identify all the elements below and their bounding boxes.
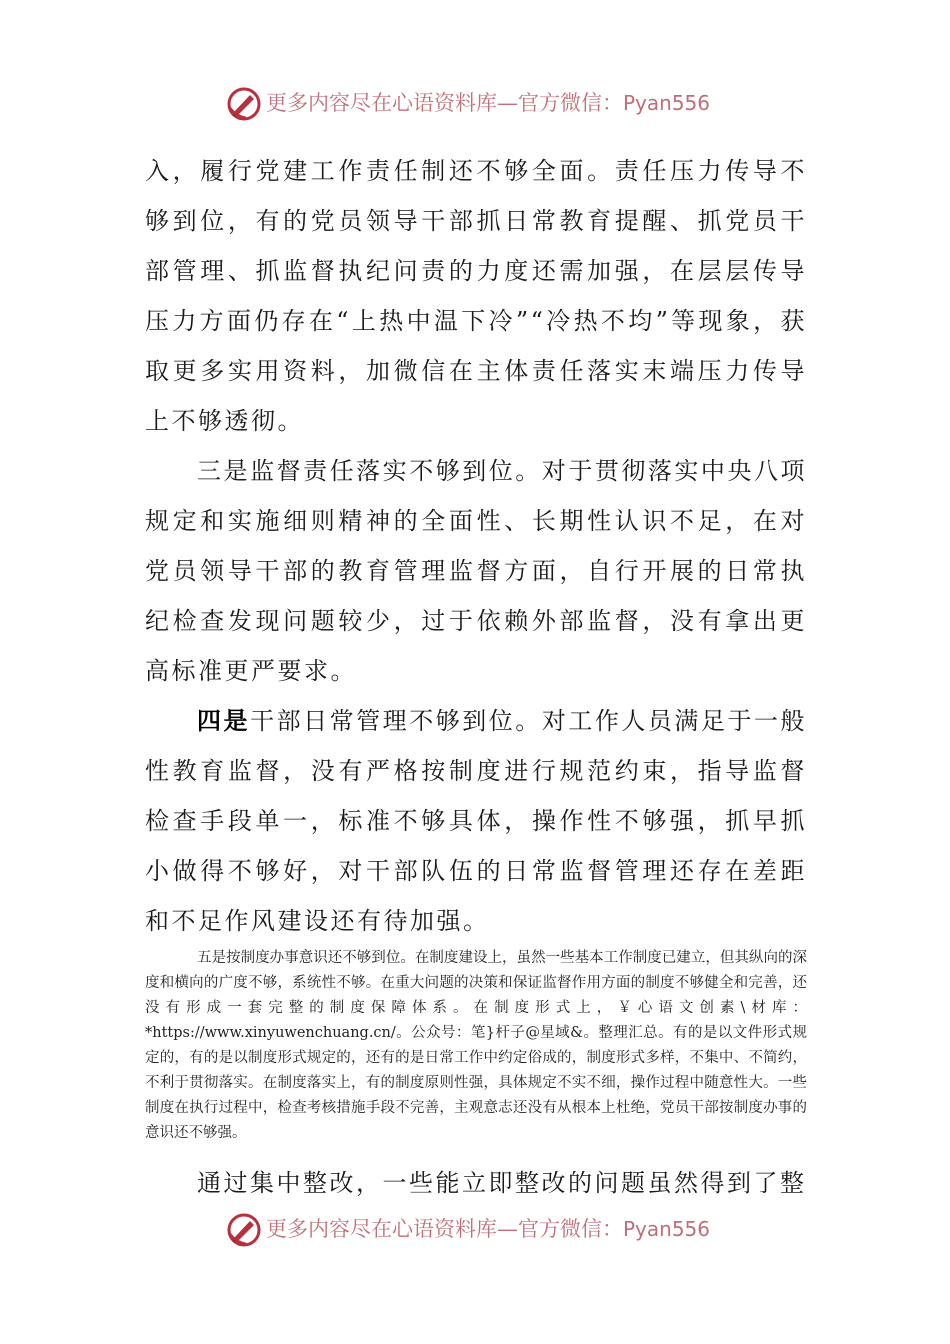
pen-logo-icon bbox=[226, 1212, 262, 1248]
header-banner-text: 更多内容尽在心语资料库—官方微信：Pyan556 bbox=[266, 91, 711, 115]
paragraph-3: 四是干部日常管理不够到位。对工作人员满足于一般性教育监督，没有严格按制度进行规范约束，指导监督检查手段单一，标准不够具体，操作性不够强，抓早抓小做得不够好，对干部队伍的日常监督管理还存在差距和不足作风建设还有待加强。 bbox=[145, 706, 808, 935]
footer-banner bbox=[0, 1208, 950, 1252]
paragraph-5: 通过集中整改，一些能立即整改的问题虽然得到了整 bbox=[197, 1169, 807, 1197]
paragraph-2: 三是监督责任落实不够到位。对于贯彻落实中央八项规定和实施细则精神的全面性、长期性认识不足，在对党员领导干部的教育管理监督方面，自行开展的日常执纪检查发现问题较少，过于依赖外部监督，没有拿出更高标准更严要求。 bbox=[145, 457, 807, 685]
document-body bbox=[145, 146, 807, 1208]
footer-banner-text: 更多内容尽在心语资料库—官方微信：Pyan556 bbox=[266, 1217, 711, 1241]
paragraph-4: 五是按制度办事意识还不够到位。在制度建设上，虽然一些基本工作制度已建立，但其纵向的深度和横向的广度不够，系统性不够。在重大问题的决策和保证监督作用方面的制度不够健全和完善，还没有形成一套完整的制度保障体系。在制度形式上，￥心语文创素\材库：*https://www.xinyuwenchuang.cn/。公众号：笔}杆子@星域&。整理汇总。有的是以文件形式规定的，有的是以制度形式规定的，还有的是日常工作中约定俗成的，制度形式多样，不集中、不简约，不利于贯彻落实。在制度落实上，有的制度原则性强，具体规定不实不细，操作过程中随意性大。一些制度在执行过程中，检查考核措施手段不完善，主观意志还没有从根本上杜绝，党员干部按制度办事的意识还不够强。 bbox=[145, 950, 807, 1141]
pen-logo-icon bbox=[226, 86, 262, 122]
header-banner bbox=[0, 82, 950, 126]
paragraph-1: 入，履行党建工作责任制还不够全面。责任压力传导不够到位，有的党员领导干部抓日常教育提醒、抓党员干部管理、抓监督执纪问责的力度还需加强，在层层传导压力方面仍存在“上热中温下冷”“冷热不均”等现象，获取更多实用资料，加微信在主体责任落实末端压力传导上不够透彻。 bbox=[145, 157, 807, 435]
